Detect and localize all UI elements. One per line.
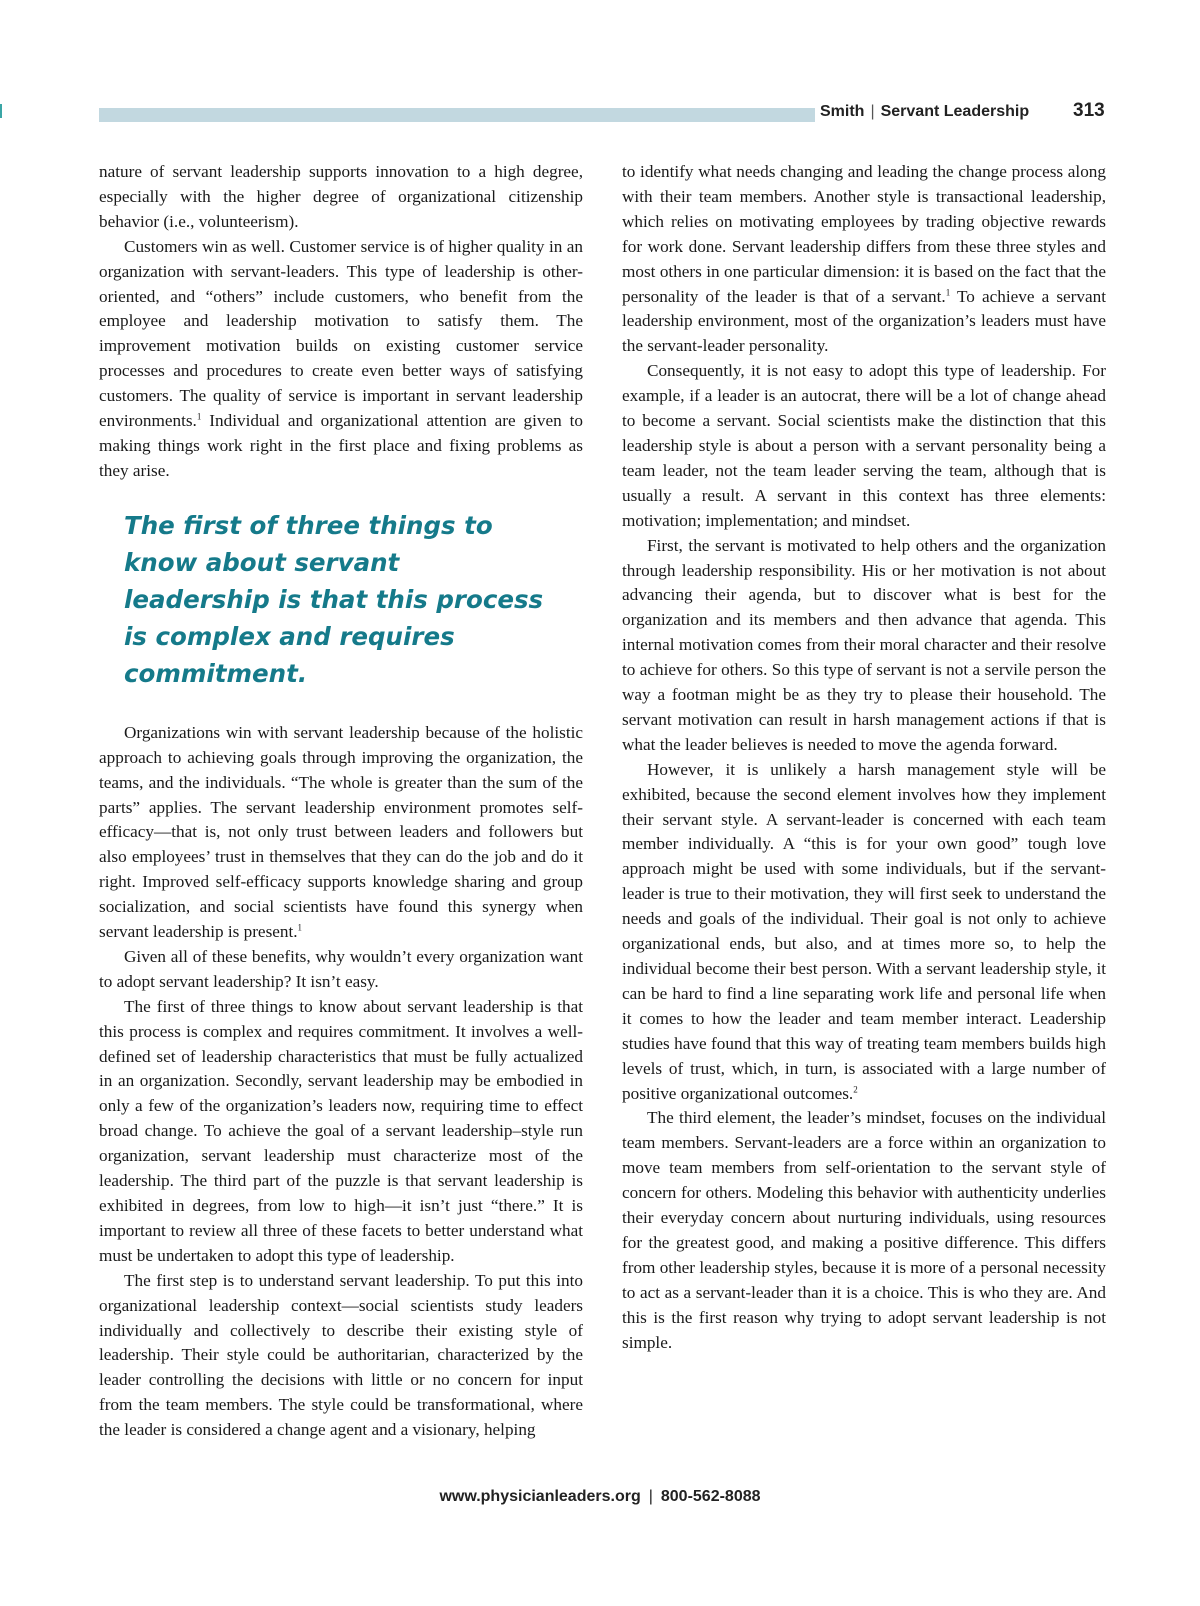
- paragraph: Given all of these benefits, why wouldn’t every organization want to adopt servant leadership? It isn’t easy.: [99, 946, 583, 991]
- running-head-author: Smith: [820, 103, 865, 120]
- footnote-ref: 2: [853, 1083, 858, 1094]
- right-column: [622, 160, 1106, 1356]
- pull-quote: The first of three things to know about servant leadership is that this process is complex and requires commitment.: [124, 510, 544, 688]
- paragraph: nature of servant leadership supports innovation to a high degree, especially with the higher degree of organizational citizenship behavior (i.e., volunteerism).: [99, 162, 583, 231]
- paragraph: First, the servant is motivated to help others and the organization through leadership responsibility. His or her motivation is not about advancing their agenda, but to discover what is best for the organization and its members and then advance that agenda. This internal motivation comes from their moral character and their resolve to achieve for others. So this type of servant is not a servile person the way a footman might be as they try to please their household. The servant motivation can result in harsh management actions if that is what the leader believes is needed to move the agenda forward.: [622, 535, 1106, 754]
- running-head-title: Servant Leadership: [880, 103, 1030, 120]
- footer-separator: |: [648, 1488, 653, 1505]
- footnote-ref: 1: [196, 411, 202, 422]
- paragraph: Consequently, it is not easy to adopt this type of leadership. For example, if a leader is an autocrat, there will be a lot of change ahead to become a servant. Social scientists make the distinction that this leadership style is about a person with a servant personality being a team leader, not the team leader serving the team, although that is usually a result. A servant in this context has three elements: motivation; implementation; and mindset.: [622, 361, 1106, 530]
- page-edge-mark: [0, 104, 2, 118]
- paragraph: Organizations win with servant leadership because of the holistic approach to achieving goals through improving the organization, the teams, and the individuals. “The whole is greater than the sum of the parts” applies. The servant leadership environment promotes self-efficacy—that is, not only trust between leaders and followers but also employees’ trust in themselves that they can do the job and do it right. Improved self-efficacy supports knowledge sharing and group socialization, and social scientists have found this synergy when servant leadership is present.$^1$: [99, 722, 583, 942]
- paragraph: The first step is to understand servant leadership. To put this into organizational leadership context—social scientists study leaders individually and collectively to describe their existing style of leadership. Their style could be authoritarian, characterized by the leader controlling the decisions with little or no concern for input from the team members. The style could be transformational, where the leader is considered a change agent and a visionary, helping: [99, 1270, 583, 1440]
- page-footer: [0, 1488, 1200, 1506]
- paragraph: The third element, the leader’s mindset, focuses on the individual team members. Servant-leaders are a force within an organization to move team members from self-orientation to the servant style of concern for others. Modeling this behavior with authenticity underlies their everyday concern about nurturing individuals, using resources for the greatest good, and making a positive difference. This differs from other leadership styles, because it is more of a personal necessity to act as a servant-leader than it is a choice. This is who they are. And this is the first reason why trying to adopt servant leadership is not simple.: [622, 1108, 1106, 1352]
- paragraph: Customers win as well. Customer service is of higher quality in an organization with servant-leaders. This type of leadership is other-oriented, and “others” include customers, who benefit from the employee and leadership motivation to satisfy them. The improvement motivation builds on existing customer service processes and procedures to create even better ways of satisfying customers. The quality of service is important in servant leadership environments.$^1$ Individual and organizational attention are given to making things work right in the first place and fixing problems as they arise.: [99, 236, 583, 480]
- footer-phone: 800-562-8088: [660, 1488, 761, 1505]
- page-number: 313: [1073, 100, 1105, 121]
- running-head-separator: |: [870, 103, 875, 120]
- paragraph: The first of three things to know about servant leadership is that this process is complex and requires commitment. It involves a well-defined set of leadership characteristics that must be fully actualized in an organization. Secondly, servant leadership may be embodied in only a few of the organization’s leaders now, requiring time to effect broad change. To achieve the goal of a servant leadership–style run organization, servant leadership must characterize most of the leadership. The third part of the puzzle is that servant leadership is exhibited in degrees, from low to high—it isn’t just “there.” It is important to review all three of these facets to better understand what must be undertaken to adopt this type of leadership.: [99, 996, 583, 1265]
- footnote-ref: 1: [945, 286, 951, 297]
- paragraph: to identify what needs changing and leading the change process along with their team members. Another style is transactional leadership, which relies on motivating employees by trading objective rewards for work done. Servant leadership differs from these three styles and most others in one particular dimension: it is based on the fact that the personality of the leader is that of a servant.$^1$ To achieve a servant leadership environment, most of the organization’s leaders must have the servant-leader personality.: [622, 162, 1106, 356]
- paragraph: However, it is unlikely a harsh management style will be exhibited, because the second element involves how they implement their servant style. A servant-leader is concerned with each team member individually. A “this is for your own good” tough love approach might be used with some individuals, but if the servant-leader is true to their motivation, they will first seek to understand the needs and goals of the individual. Their goal is not only to achieve organizational ends, but also, and at times more so, to help the individual become their best person. With a servant leadership style, it can be hard to find a line separating work life and personal life when it comes to how the leader and team member interact. Leadership studies have found that this way of treating team members builds high levels of trust, which, in turn, is associated with a large number of positive organizational outcomes.$^2$: [622, 759, 1106, 1103]
- footer-website-link[interactable]: www.physicianleaders.org: [439, 1488, 641, 1505]
- footnote-ref: 1: [297, 922, 303, 933]
- left-column: [99, 160, 583, 1443]
- running-head: [820, 103, 1029, 121]
- header-rule-bar: [99, 108, 815, 122]
